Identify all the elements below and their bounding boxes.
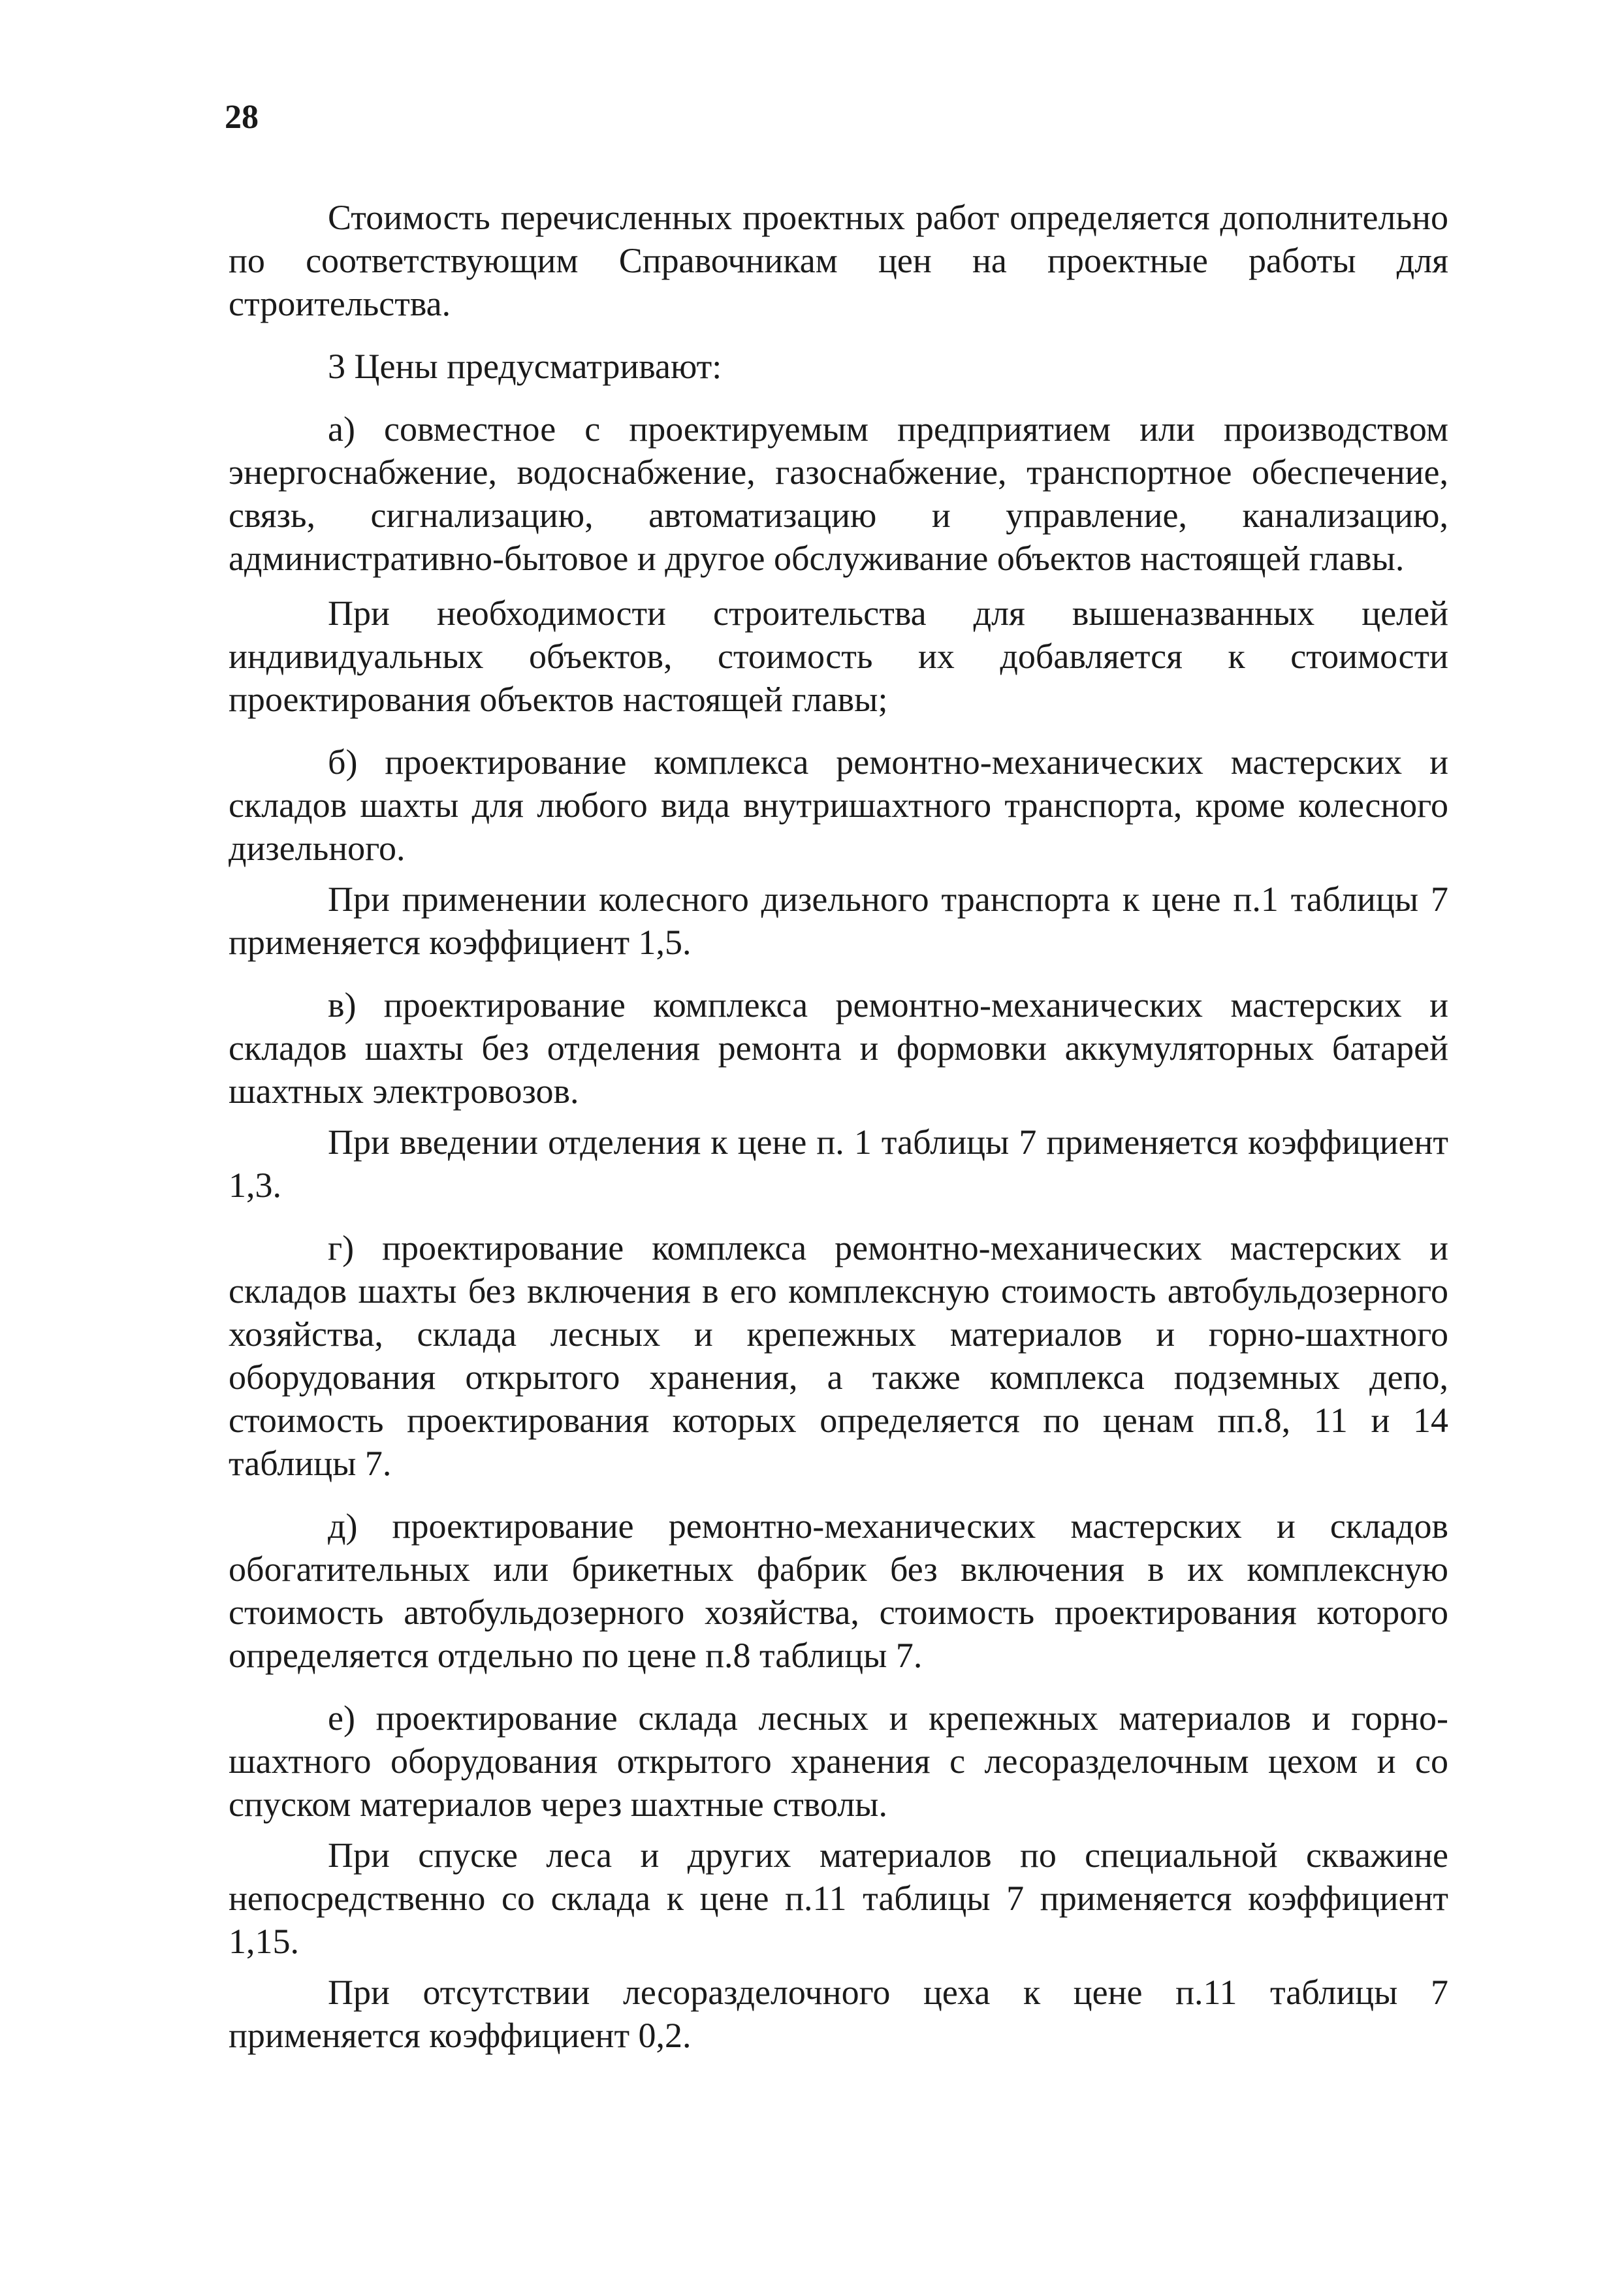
paragraph-item-a: а) совместное с проектируемым предприятием или производством энергоснабжение, водоснабжение, газоснабжение, транспортное обеспечение, связь, сигнализацию, автоматизацию и управление, канализацию, административно-бытовое и другое обслуживание объектов настоящей главы. [229,409,1448,578]
paragraph-item-e: е) проектирование склада лесных и крепежных материалов и горно-шахтного оборудования открытого хранения с лесоразделочным цехом и со спуском материалов через шахтные стволы. [229,1698,1448,1824]
page-number: 28 [225,99,259,136]
paragraph-item-b-note: При применении колесного дизельного транспорта к цене п.1 таблицы 7 применяется коэффициент 1,5. [229,880,1448,962]
paragraph-item-d: д) проектирование ремонтно-механических мастерских и складов обогатительных или брикетных фабрик без включения в их комплексную стоимость автобульдозерного хозяйства, стоимость проектирования которого определяется отдельно по цене п.8 таблицы 7. [229,1506,1448,1675]
paragraph-item-a-note: При необходимости строительства для вышеназванных целей индивидуальных объектов, стоимость их добавляется к стоимости проектирования объектов настоящей главы; [229,594,1448,719]
paragraph-item-e-note-2: При отсутствии лесоразделочного цеха к цене п.11 таблицы 7 применяется коэффициент 0,2. [229,1973,1448,2055]
paragraph-item-e-note-1: При спуске леса и других материалов по специальной скважине непосредственно со склада к цене п.11 таблицы 7 применяется коэффициент 1,15. [229,1836,1448,1961]
paragraph-section-3: 3 Цены предусматривают: [328,347,722,386]
paragraph-intro: Стоимость перечисленных проектных работ определяется дополнительно по соответствующим Справочникам цен на проектные работы для строительства. [229,198,1448,323]
paragraph-item-v-note: При введении отделения к цене п. 1 таблицы 7 применяется коэффициент 1,3. [229,1122,1448,1205]
paragraph-item-v: в) проектирование комплекса ремонтно-механических мастерских и складов шахты без отделения ремонта и формовки аккумуляторных батарей шахтных электровозов. [229,985,1448,1111]
paragraph-item-g: г) проектирование комплекса ремонтно-механических мастерских и складов шахты без включения в его комплексную стоимость автобульдозерного хозяйства, склада лесных и крепежных материалов и горно-шахтного оборудования открытого хранения, а также комплекса подземных депо, стоимость проектирования которых определяется по ценам пп.8, 11 и 14 таблицы 7. [229,1228,1448,1483]
paragraph-item-b: б) проектирование комплекса ремонтно-механических мастерских и складов шахты для любого вида внутришахтного транспорта, кроме колесного дизельного. [229,742,1448,868]
page-body [229,196,1448,2057]
